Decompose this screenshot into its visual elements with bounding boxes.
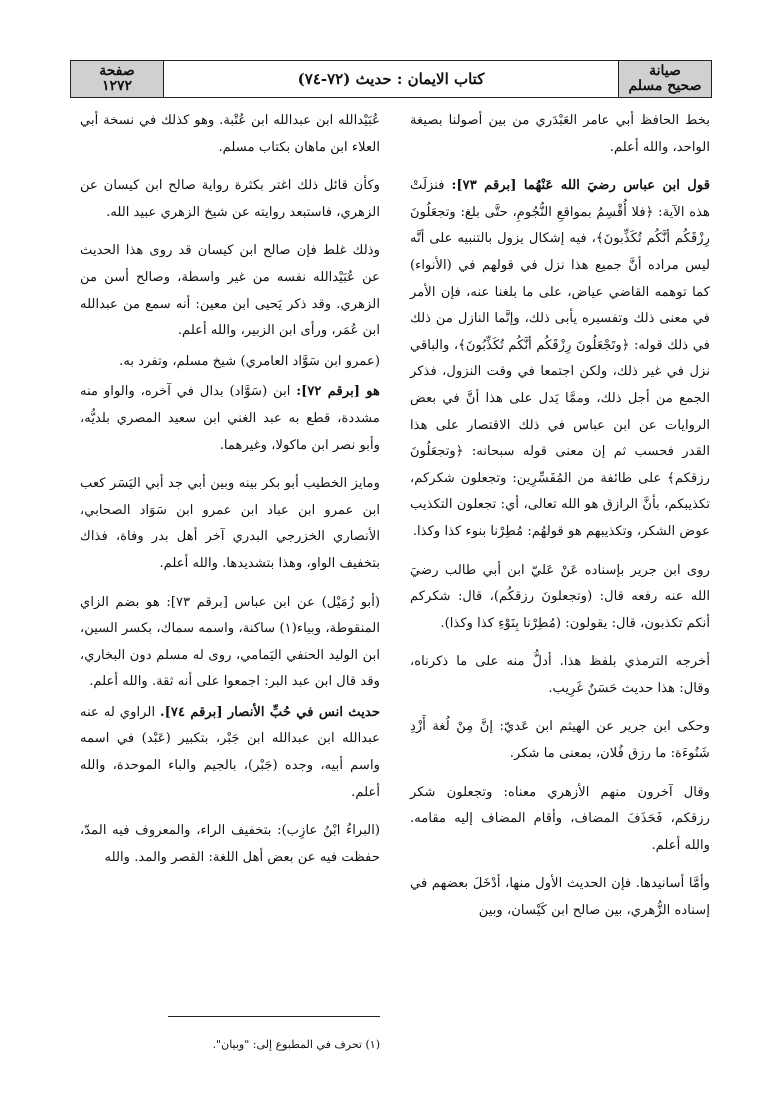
- page-number-box: [71, 61, 164, 97]
- paragraph: (أبو زُمَيْل) عن ابن عباس [برقم ٧٣]: هو بضم الزاي المنقوطة، وبياء(١) ساكنة، واسمه سماك، بكسر السين، ابن الوليد الحنفي اليَمامي، روى له مسلم دون البخاري، وقد قال ابن عبد البر: اجمعوا على أنه ثقة. والله أعلم.: [80, 594, 380, 690]
- book-title-box: [618, 61, 711, 97]
- book-title-line2: صحيح مسلم: [628, 78, 702, 94]
- paragraph: وذلك غلط فإن صالح ابن كيسان قد روى هذا الحديث عن عُبَيْدالله نفسه من غير واسطة، وصالح أسن من الزهري. وقد ذكر يَحيى ابن معين: أنه سمع من عبدالله ابن عُمَر، ورأى ابن الزبير، والله أعلم.: [80, 243, 380, 339]
- right-column: [410, 108, 710, 937]
- paragraph-lead: هو [برقم ٧٢]:: [296, 384, 380, 400]
- paragraph: روى ابن جرير بإسناده عَنْ عَليّ ابن أبي طالب رضيَ الله عنه رفعه قال: (وتجعلونَ رزقكُم)، قال: شكركم أنكم تكذبون، قال: يقولون: (مُطِرْنا بِنَوْءِ كذا وكذا).: [410, 562, 710, 631]
- book-title-line1: صيانة: [649, 63, 681, 79]
- paragraph: وحكى ابن جرير عن الهيثم ابن عَديّ: إنَّ مِنْ لُغة أَزْدِ شَنُوءَة: ما رزق فُلان، بمعنى ما شكر.: [410, 719, 710, 762]
- paragraph: وقال آخرون منهم الأزهري معناه: وتجعلون شكر رزقكم، فَحَذَفَ المضاف، وأقام المضاف إليه مقامه. والله أعلم.: [410, 784, 710, 853]
- footnote-divider: [168, 1016, 380, 1017]
- paragraph: هو [برقم ٧٢]: ابن (سَوَّاد) بدال في آخره، والواو منه مشددة، قطع به عبد الغني ابن سعيد المصري بلديُّه، وأبو نصر ابن ماكولا، وغيرهما.: [80, 384, 380, 453]
- paragraph: أخرجه الترمذي بلفظ هذا. أدلُّ منه على ما ذكرناه، وقال: هذا حديث حَسَنٌ غَرِيب.: [410, 654, 710, 696]
- paragraph: (عمرو ابن سَوَّاد العامري) شيخ مسلم، وتفرد به.: [119, 353, 380, 369]
- paragraph: قول ابن عباس رضيَ الله عَنْهُما [برقم ٧٣]: فنزلَتْ هذه الآية: ﴿فلا أُقْسِمُ بمواقعِ النُّجُومِ، حتَّى بلغ: وتجعَلُونَ رِزْقَكُم أنَّكُم تُكَذِّبونَ﴾، فيه إشكال يزول بالتنبيه على أنَّه ليس مراده أنَّ جميع هذا نزل في قولهم في (الأنواء) كما توهمه القاضي عياض، على ما بلغنا عنه، فإن الأمر في معنى ذلك وتفسيره يأبى ذلك، وإنَّما النازل من ذلك في ذلك قوله: ﴿وتَجْعَلُونَ رِزْقَكُم أنَّكُم تُكَذِّبُونَ﴾، والباقي نزل في غير ذلك، ولكن اجتمعا في وقت النزول، فذكر الجمع من أجل ذلك، وممَّا يَدل على هذا أنَّ في بعض الروايات عن ابن عباس في ذلك الاقتصار على هذا القدر فحسب ثم إن معنى قوله سبحانه: ﴿وتجعَلُونَ رزقكم﴾ على طائفة من المُفَسِّرِين: وتجعلون شكركم، تكذيبكم، بأنَّ الرازق هو الله تعالى، أي: تجعلون التكذيب عوض الشكر، وتكذيبهم هو قولهُم: مُطِرْنا بنوء كذا وكذا.: [410, 178, 710, 539]
- paragraph-lead: قول ابن عباس رضيَ الله عَنْهُما [برقم ٧٣]:: [451, 178, 710, 194]
- paragraph: وأمَّا أسانيدها. فإن الحديث الأول منها، أدْخَلَ بعضهم في إسناده الزُّهري، بين صالح ابن كَيْسان، وبين: [410, 876, 710, 919]
- paragraph: (البراءُ ابْنُ عازِب): بتخفيف الراء، والمعروف فيه المدّ، حفظت فيه عن بعض أهل اللغة: القصر والمد. والله: [80, 823, 380, 865]
- paragraph: حديث انس في حُبِّ الأنصار [برقم ٧٤]. الراوي له عنه عبدالله ابن عبدالله ابن جَبْر، بتكبير (عَبْد) في اسمه واسم أبيه، وجده (جَبْر)، بالجيم والباء الموحدة، والله أعلم.: [80, 704, 380, 800]
- paragraph: وكأن قائل ذلك اغتر بكثرة رواية صالح ابن كيسان عن الزهري، فاستبعد روايته عن شيخ الزهري عبيد الله.: [80, 178, 380, 220]
- page-header: [70, 60, 712, 98]
- paragraph: عُبَيْدالله ابن عبدالله ابن عُتْبة. وهو كذلك في نسخة أبي العلاء ابن ماهان بكتاب مسلم.: [80, 113, 380, 155]
- page-label: صفحة: [99, 63, 135, 79]
- footnote: (١) تحرف في المطبوع إلى: "وبيان".: [212, 1038, 380, 1051]
- paragraph-lead: حديث انس في حُبِّ الأنصار [برقم ٧٤].: [160, 704, 380, 720]
- left-column: [80, 108, 380, 883]
- paragraph: ومايز الخطيب أبو بكر بينه وبين أبي جد أبي اليَسَر كعب ابن عمرو ابن عباد ابن عمرو ابن سَوَاد الصحابي، الأنصاري الخزرجي البدري آخر أهل بدر وفاة، فذاك بتخفيف الواو، وهذا بتشديدها. والله أعلم.: [80, 476, 380, 571]
- paragraph: بخط الحافظ أبي عامر العَبْدَري من بين أصولنا بصيغة الواحد، والله أعلم.: [410, 113, 710, 155]
- page-number: ١٢٧٢: [101, 78, 133, 94]
- chapter-title: كتاب الايمان : حديث (٧٢-٧٤): [297, 70, 485, 88]
